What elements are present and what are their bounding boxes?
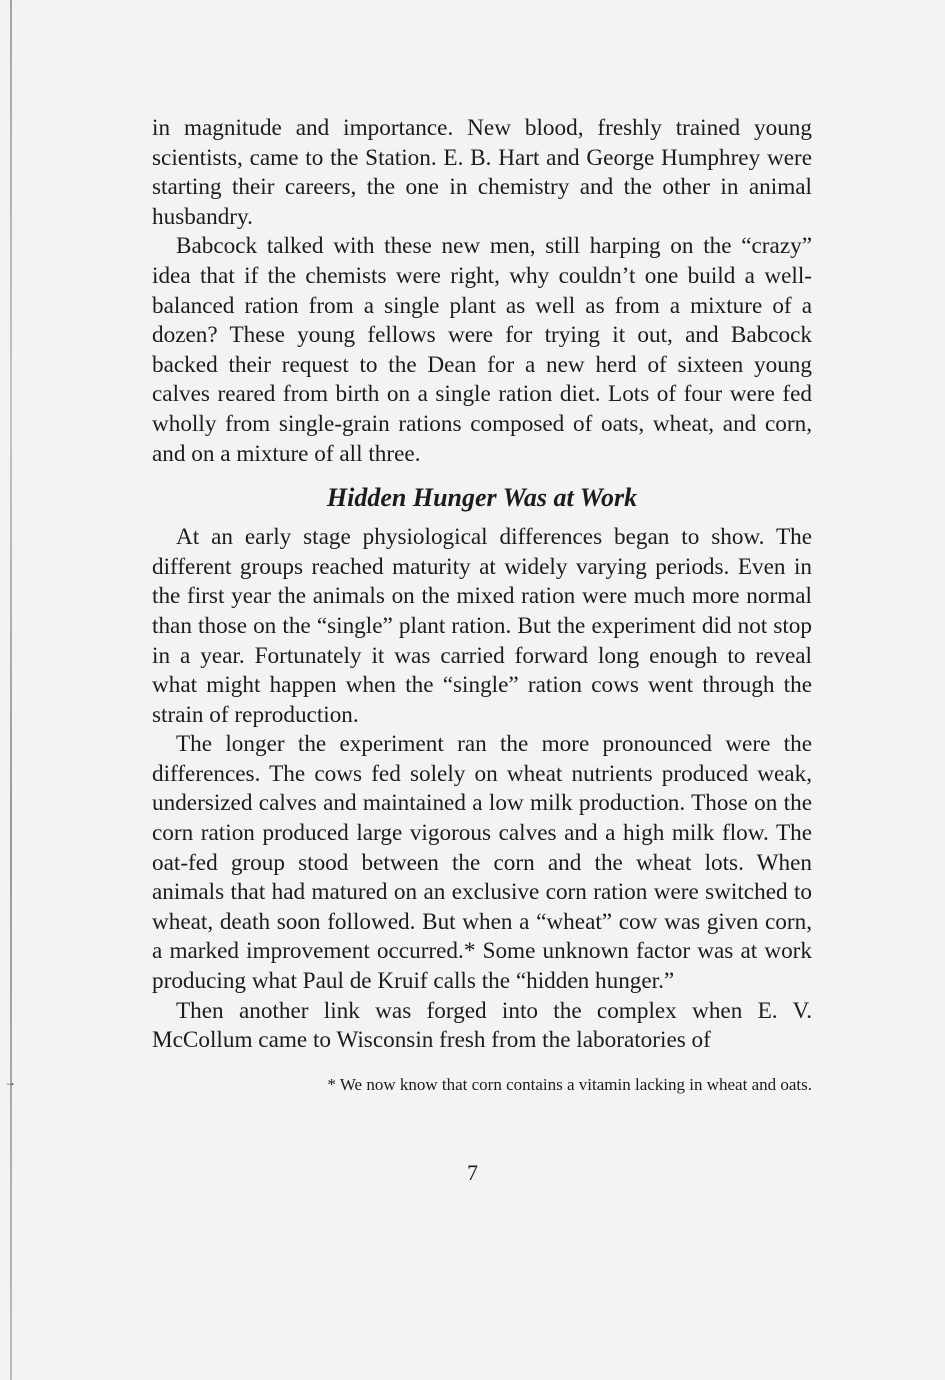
section-heading: Hidden Hunger Was at Work xyxy=(326,483,638,513)
paragraph-early-stage: At an early stage physiological differences began to show. The different groups reached maturity at widely varying periods. Even in the first year the animals on the mixed ration were much more normal than those on the “single” plant ration. But the experiment did not stop in a year. Fortunately it was carried forward long enough to reveal what might happen when the “single” ration cows went through the strain of reproduction. xyxy=(152,524,812,728)
paragraph-mccollum: Then another link was forged into the complex when E. V. McCollum came to Wisconsin fresh from the laboratories of xyxy=(152,997,812,1054)
page-number: 7 xyxy=(467,1160,478,1185)
page-body xyxy=(152,114,812,1096)
paragraph-longer-experiment: The longer the experiment ran the more pronounced were the differences. The cows fed solely on wheat nutrients produced weak, undersized calves and maintained a low milk production. Those on the corn ration produced large vigorous calves and a high milk flow. The oat-fed group stood between the corn and the wheat lots. When animals that had matured on an exclusive corn ration were switched to wheat, death soon followed. But when a “wheat” cow was given corn, a marked improvement occurred.* Some unknown factor was at work producing what Paul de Kruif calls the “hidden hunger.” xyxy=(152,731,812,995)
paragraph-continued: in magnitude and importance. New blood, freshly trained young scientists, came to the Station. E. B. Hart and George Humphrey were starting their careers, the one in chemistry and the other in animal husbandry. xyxy=(152,115,812,230)
binding-arrow-icon: → xyxy=(4,1075,16,1089)
paragraph-babcock: Babcock talked with these new men, still harping on the “crazy” idea that if the chemists were right, why couldn’t one build a well-balanced ration from a single plant as well as from a mixture of a dozen? These young fellows were for trying it out, and Babcock backed their request to the Dean for a new herd of sixteen young calves reared from birth on a single ration diet. Lots of four were fed wholly from single-grain rations composed of oats, wheat, and corn, and on a mixture of all three. xyxy=(152,233,812,467)
footnote: * We now know that corn contains a vitamin lacking in wheat and oats. xyxy=(327,1074,812,1094)
